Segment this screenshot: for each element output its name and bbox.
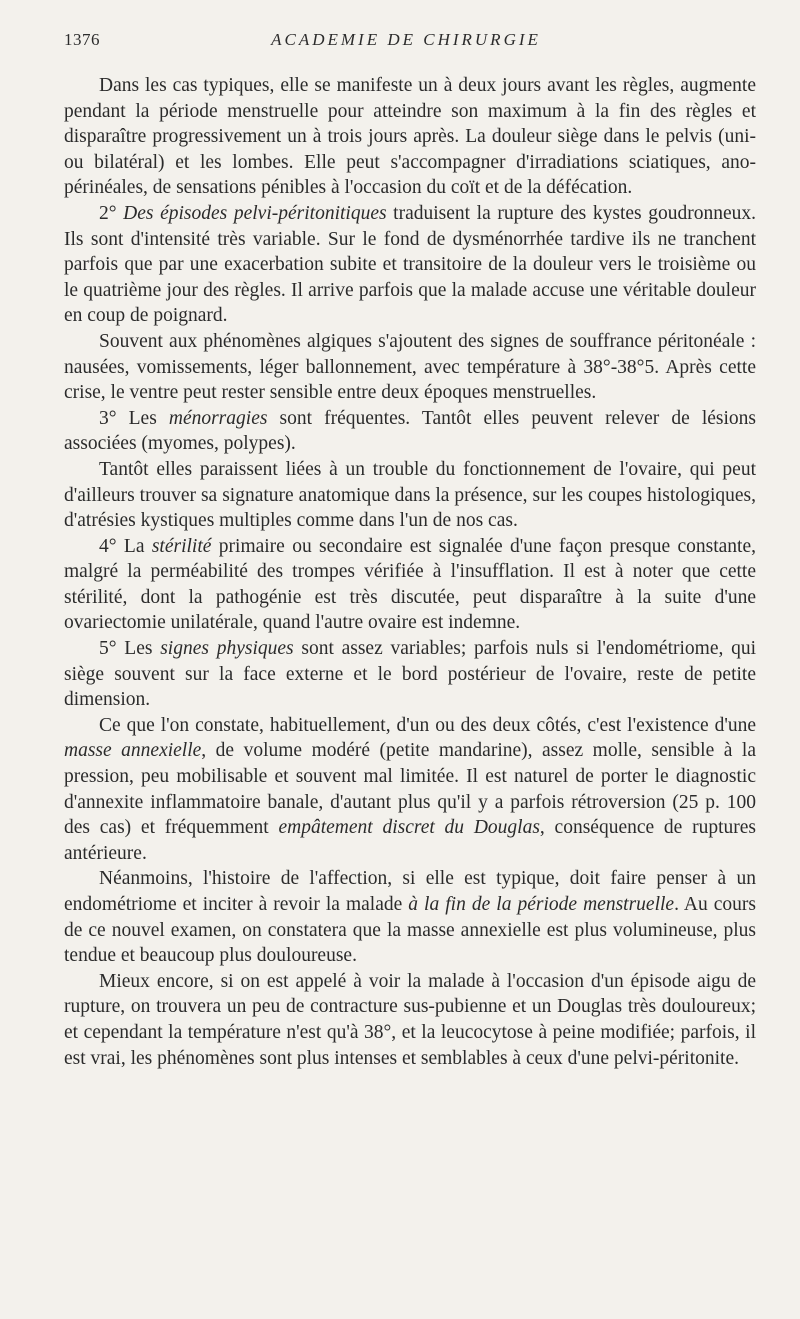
running-title: ACADEMIE DE CHIRURGIE [271, 30, 541, 49]
text-run: sont assez variables; parfois nuls si l'endométriome, qui siège souvent sur la face externe et le bord postérieur de l'ovaire, reste de petite dimension. [64, 638, 757, 711]
text-run: 2° [99, 202, 124, 224]
text-run: , de volume modéré (petite mandarine), assez molle, sensible à la pression, peu mobilisable et souvent mal limitée. Il est naturel de porter le diagnostic d'annexite inflammatoire banale, d'autant plus qu'il y a parfois rétroversion (25 p. 100 des cas) et fréquemment [64, 740, 756, 839]
italic-text: masse annexielle [64, 740, 202, 762]
paragraph [64, 406, 756, 457]
paragraph [64, 969, 756, 1071]
paragraph [64, 73, 756, 201]
text-run: Néanmoins, l'histoire de l'affection, si elle est typique, doit faire penser à un endométriome et inciter à revoir la malade [64, 868, 756, 915]
paragraph [64, 713, 756, 867]
text-run: Ce que l'on constate, habituellement, d'un ou des deux côtés, c'est l'existence d'une [99, 714, 756, 736]
text-run: traduisent la rupture des kystes goudronneux. Ils sont d'intensité très variable. Sur le fond de dysménorrhée tardive ils ne tranchent parfois que par une exacerbation subite et transitoire de la douleur vers le troisième ou le quatrième jour des règles. Il arrive parfois que la malade accuse une véritable douleur en coup de poignard. [64, 202, 756, 327]
body-text [64, 73, 756, 1071]
text-run: Tantôt elles paraissent liées à un trouble du fonctionnement de l'ovaire, qui peut d'ailleurs trouver sa signature anatomique dans la présence, sur les coupes histologiques, d'atrésies kystiques multiples comme dans l'un de nos cas. [64, 458, 756, 532]
text-run: , conséquence de ruptures antérieure. [64, 817, 757, 864]
page-number: 1376 [64, 30, 100, 49]
text-run: 5° Les [99, 638, 161, 660]
text-run: Souvent aux phénomènes algiques s'ajoutent des signes de souffrance péritonéale : nausées, vomissements, léger ballonnement, avec température à 38°-38°5. Après cette crise, le ventre peut rester sensible entre deux époques menstruelles. [64, 330, 756, 404]
italic-text: Des épisodes pelvi-péritonitiques [123, 202, 387, 224]
text-run: 3° Les [99, 407, 169, 429]
text-run: Mieux encore, si on est appelé à voir la malade à l'occasion d'un épisode aigu de rupture, on trouvera un peu de contracture sus-pubienne et un Douglas très douloureux; et cependant la température n'est qu'à 38°, et la leucocytose à peine modifiée; parfois, il est vrai, les phénomènes sont plus intenses et semblables à ceux d'une pelvi-péritonite. [64, 970, 756, 1069]
paragraph [64, 866, 756, 968]
italic-text: empâtement discret du Douglas [278, 817, 540, 839]
italic-text: ménorragies [168, 407, 268, 429]
page-header [64, 30, 748, 54]
paragraph [64, 636, 756, 713]
paragraph [64, 329, 756, 406]
text-run: Dans les cas typiques, elle se manifeste un à deux jours avant les règles, augmente pendant la période menstruelle pour atteindre son maximum à la fin des règles et disparaître progressivement un à trois jours après. La douleur siège dans le pelvis (uni- ou bilatéral) et les lombes. Elle peut s'accompagner d'irradiations sciatiques, ano-périnéales, de sensations pénibles à l'occasion du coït et de la défécation. [64, 75, 756, 199]
text-run: sont fréquentes. Tantôt elles peuvent relever de lésions associées (myomes, polypes). [64, 407, 756, 455]
paragraph [64, 457, 756, 534]
text-run: . Au cours de ce nouvel examen, on constatera que la masse annexielle est plus volumineuse, plus tendue et beaucoup plus douloureuse. [64, 894, 756, 967]
italic-text: à la fin de la période menstruelle [408, 894, 675, 915]
text-run: primaire ou secondaire est signalée d'une façon presque constante, malgré la perméabilité des trompes vérifiée à l'insufflation. Il est à noter que cette stérilité, dont la pathogénie est très discutée, peut disparaître à la suite d'une ovariectomie unilatérale, quand l'autre ovaire est indemne. [64, 535, 756, 634]
paragraph [64, 534, 756, 636]
text-run: 4° La [99, 535, 152, 557]
italic-text: signes physiques [160, 638, 294, 660]
italic-text: stérilité [151, 535, 212, 557]
paragraph [64, 201, 756, 329]
